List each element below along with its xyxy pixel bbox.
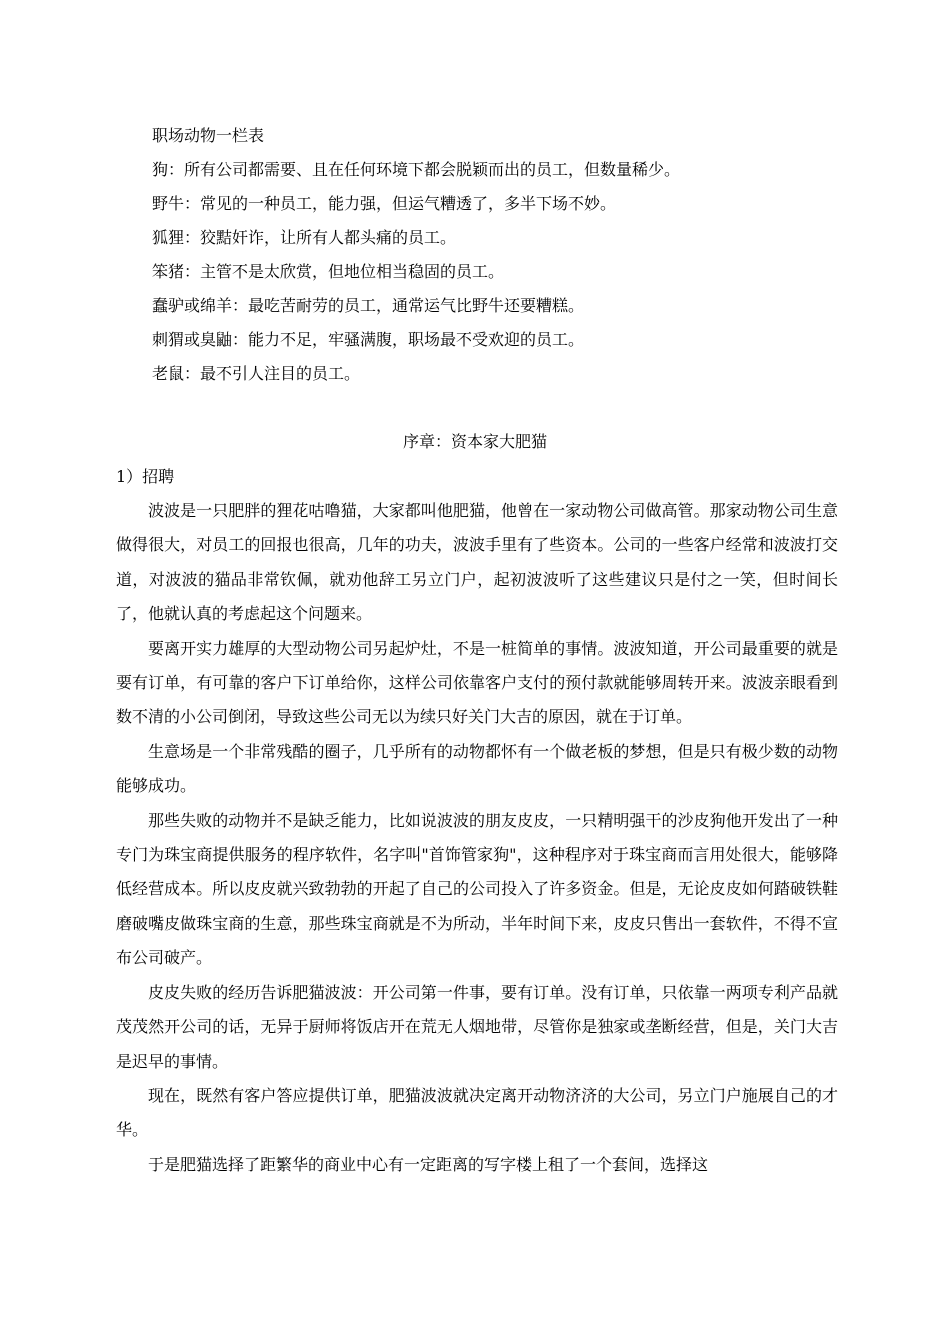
animal-list-item: 狐狸：狡黠奸诈，让所有人都头痛的员工。 xyxy=(152,228,457,247)
animal-list xyxy=(152,119,872,391)
animal-list-item: 狗：所有公司都需要、且在任何环境下都会脱颖而出的员工，但数量稀少。 xyxy=(152,160,681,179)
body-paragraph: 那些失败的动物并不是缺乏能力，比如说波波的朋友皮皮，一只精明强干的沙皮狗他开发出了一种专门为珠宝商提供服务的程序软件，名字叫"首饰管家狗"，这种程序对于珠宝商而言用处很大，能够降低经营成本。所以皮皮就兴致勃勃的开起了自己的公司投入了许多资金。但是，无论皮皮如何踏破铁鞋磨破嘴皮做珠宝商的生意，那些珠宝商就是不为所动，半年时间下来，皮皮只售出一套软件，不得不宣布公司破产。 xyxy=(116,810,838,968)
chapter-body xyxy=(116,494,838,1182)
body-paragraph: 生意场是一个非常残酷的圈子，几乎所有的动物都怀有一个做老板的梦想，但是只有极少数的动物能够成功。 xyxy=(116,741,838,796)
animal-list-item: 老鼠：最不引人注目的员工。 xyxy=(152,364,361,383)
body-paragraph: 波波是一只肥胖的狸花咕噜猫，大家都叫他肥猫，他曾在一家动物公司做高管。那家动物公司生意做得很大，对员工的回报也很高，几年的功夫，波波手里有了些资本。公司的一些客户经常和波波打交道，对波波的猫品非常钦佩，就劝他辞工另立门户，起初波波听了这些建议只是付之一笑，但时间长了，他就认真的考虑起这个问题来。 xyxy=(116,501,838,624)
chapter-title: 序章：资本家大肥猫 xyxy=(402,432,547,451)
body-paragraph: 现在，既然有客户答应提供订单，肥猫波波就决定离开动物济济的大公司，另立门户施展自己的才华。 xyxy=(116,1085,838,1140)
animal-list-title: 职场动物一栏表 xyxy=(152,126,265,145)
animal-list-item: 刺猬或臭鼬：能力不足，牢骚满腹，职场最不受欢迎的员工。 xyxy=(152,330,585,349)
animal-list-item: 野牛：常见的一种员工，能力强，但运气糟透了，多半下场不妙。 xyxy=(152,194,617,213)
animal-list-item: 笨猪：主管不是太欣赏，但地位相当稳固的员工。 xyxy=(152,262,505,281)
animal-list-item: 蠢驴或绵羊：最吃苦耐劳的员工，通常运气比野牛还要糟糕。 xyxy=(152,296,585,315)
body-paragraph: 于是肥猫选择了距繁华的商业中心有一定距离的写字楼上租了一个套间，选择这 xyxy=(148,1154,709,1174)
section-heading: 1）招聘 xyxy=(116,467,175,486)
body-paragraph: 皮皮失败的经历告诉肥猫波波：开公司第一件事，要有订单。没有订单，只依靠一两项专利产品就茂茂然开公司的话，无异于厨师将饭店开在荒无人烟地带，尽管你是独家或垄断经营，但是，关门大吉是迟早的事情。 xyxy=(116,982,838,1071)
body-paragraph: 要离开实力雄厚的大型动物公司另起炉灶，不是一桩简单的事情。波波知道，开公司最重要的就是要有订单，有可靠的客户下订单给你，这样公司依靠客户支付的预付款就能够周转开来。波波亲眼看到数不清的小公司倒闭，导致这些公司无以为续只好关门大吉的原因，就在于订单。 xyxy=(116,638,838,727)
